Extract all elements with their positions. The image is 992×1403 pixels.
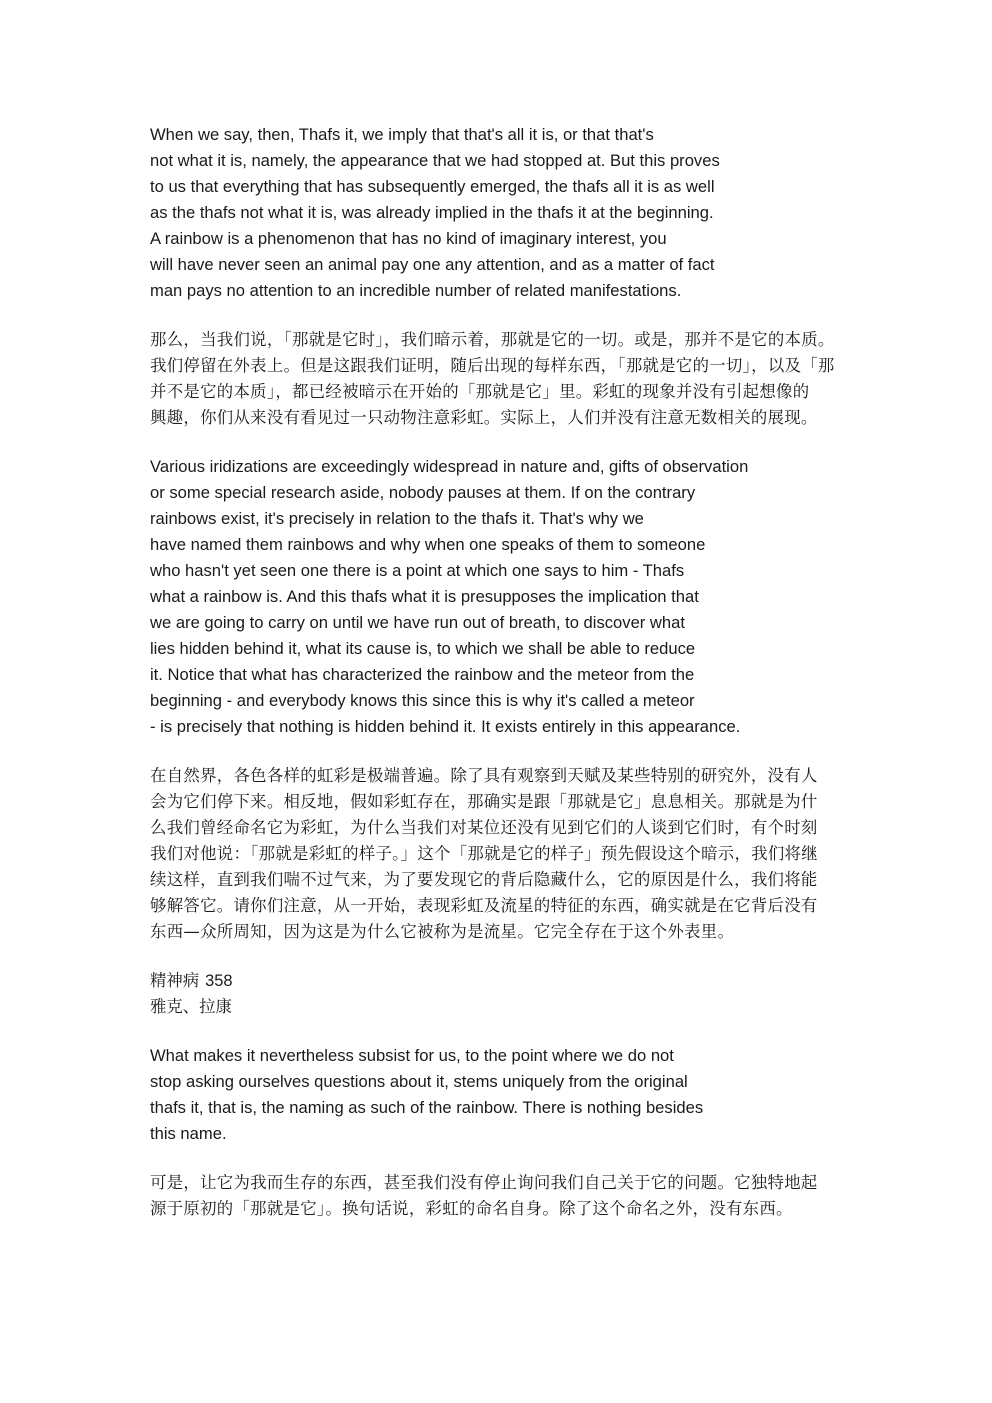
paragraph-gap [150, 304, 850, 327]
text-line: 源于原初的「那就是它」。换句话说，彩虹的命名自身。除了这个命名之外，没有东西。 [150, 1199, 793, 1218]
paragraph-en-2 [150, 454, 850, 740]
text-line: 興趣，你们从来没有看见过一只动物注意彩虹。实际上，人们并没有注意无数相关的展现。 [150, 408, 818, 427]
text-line: we are going to carry on until we have run out of breath, to discover what [150, 613, 685, 632]
text-line: stop asking ourselves questions about it, stems uniquely from the original [150, 1072, 688, 1091]
text-line: thafs it, that is, the naming as such of the rainbow. There is nothing besides [150, 1098, 704, 1117]
text-line: who hasn't yet seen one there is a point at which one says to him - Thafs [150, 561, 685, 580]
text-line: What makes it nevertheless subsist for us, to the point where we do not [150, 1046, 674, 1065]
text-line: 么我们曾经命名它为彩虹，为什么当我们对某位还没有见到它们的人谈到它们时，有个时刻 [150, 818, 818, 837]
text-line: When we say, then, Thafs it, we imply that that's all it is, or that that's [150, 125, 654, 144]
book-title-line [150, 968, 850, 994]
text-line: - is precisely that nothing is hidden behind it. It exists entirely in this appearance. [150, 717, 741, 736]
paragraph-gap [150, 945, 850, 968]
paragraph-gap [150, 1020, 850, 1043]
page-number: 358 [205, 972, 233, 990]
paragraph-en-3 [150, 1043, 850, 1147]
paragraph-gap [150, 1147, 850, 1170]
text-line: 在自然界，各色各样的虹彩是极端普遍。除了具有观察到天赋及某些特别的研究外，没有人 [150, 766, 818, 785]
text-line: 那么，当我们说，「那就是它时」，我们暗示着，那就是它的一切。或是，那并不是它的本质。 [150, 330, 835, 349]
text-line: as the thafs not what it is, was already implied in the thafs it at the beginning. [150, 203, 714, 222]
text-line: man pays no attention to an incredible number of related manifestations. [150, 281, 682, 300]
text-line: to us that everything that has subsequently emerged, the thafs all it is as well [150, 177, 715, 196]
paragraph-en-1 [150, 122, 850, 304]
book-title: 精神病 [150, 971, 200, 990]
text-line: have named them rainbows and why when one speaks of them to someone [150, 535, 706, 554]
text-line: 续这样，直到我们喘不过气来，为了要发现它的背后隐藏什么，它的原因是什么，我们将能 [150, 870, 818, 889]
text-line: it. Notice that what has characterized the rainbow and the meteor from the [150, 665, 695, 684]
text-line: what a rainbow is. And this thafs what it is presupposes the implication that [150, 587, 699, 606]
paragraph-zh-1 [150, 327, 850, 431]
page-body [150, 122, 850, 1222]
text-line: 并不是它的本质」，都已经被暗示在开始的「那就是它」里。彩虹的现象并没有引起想像的 [150, 382, 810, 401]
paragraph-zh-3 [150, 1170, 850, 1222]
text-line: 我们对他说：「那就是彩虹的样子。」这个「那就是它的样子」预先假设这个暗示，我们将继 [150, 844, 818, 863]
text-line: lies hidden behind it, what its cause is, to which we shall be able to reduce [150, 639, 696, 658]
text-line: beginning - and everybody knows this since this is why it's called a meteor [150, 691, 695, 710]
text-line: rainbows exist, it's precisely in relation to the thafs it. That's why we [150, 509, 644, 528]
author-name: 雅克、拉康 [150, 997, 232, 1016]
text-line: will have never seen an animal pay one any attention, and as a matter of fact [150, 255, 715, 274]
paragraph-zh-2 [150, 763, 850, 945]
paragraph-gap [150, 740, 850, 763]
text-line: 东西—众所周知，因为这是为什么它被称为是流星。它完全存在于这个外表里。 [150, 922, 735, 941]
book-reference [150, 968, 850, 1020]
text-line: 够解答它。请你们注意，从一开始，表现彩虹及流星的特征的东西，确实就是在它背后没有 [150, 896, 818, 915]
text-line: or some special research aside, nobody pauses at them. If on the contrary [150, 483, 696, 502]
text-line: A rainbow is a phenomenon that has no kind of imaginary interest, you [150, 229, 667, 248]
paragraph-gap [150, 431, 850, 454]
text-line: this name. [150, 1124, 227, 1143]
text-line: 可是，让它为我而生存的东西，甚至我们没有停止询问我们自己关于它的问题。它独特地起 [150, 1173, 818, 1192]
text-line: not what it is, namely, the appearance that we had stopped at. But this proves [150, 151, 720, 170]
text-line: 我们停留在外表上。但是这跟我们证明，随后出现的每样东西，「那就是它的一切」，以及「那 [150, 356, 835, 375]
text-line: 会为它们停下来。相反地，假如彩虹存在，那确实是跟「那就是它」息息相关。那就是为什 [150, 792, 818, 811]
text-line: Various iridizations are exceedingly widespread in nature and, gifts of observation [150, 457, 749, 476]
